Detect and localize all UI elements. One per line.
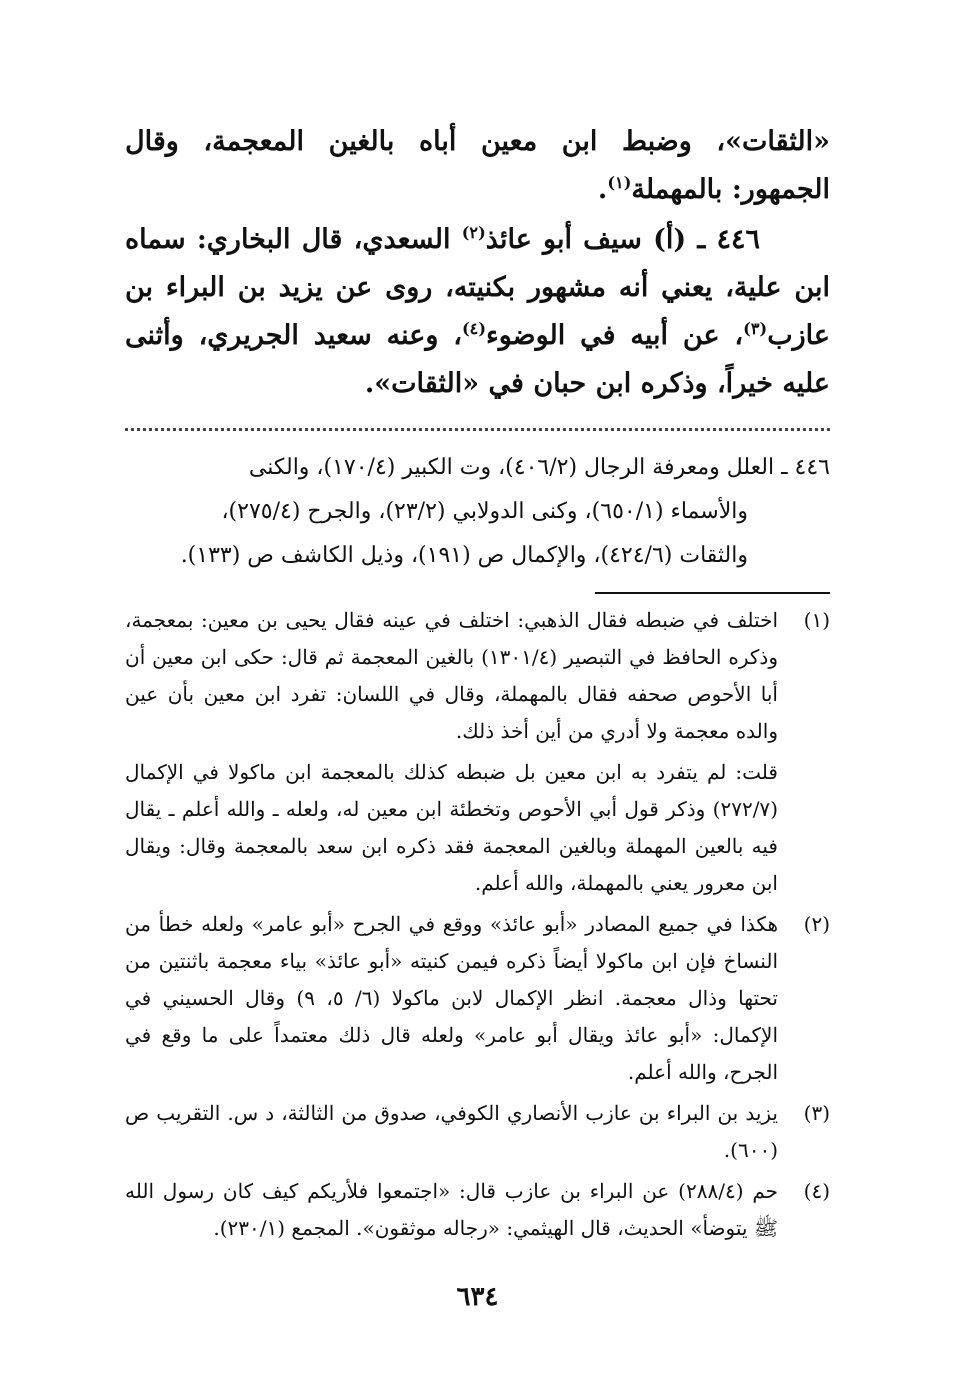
footnote-4 bbox=[125, 1173, 830, 1247]
footnote-3 bbox=[125, 1095, 830, 1169]
entry-446a bbox=[125, 216, 830, 408]
page-number: ٦٣٤ bbox=[456, 1282, 499, 1312]
footnote-rule bbox=[595, 592, 830, 594]
continuation-paragraph bbox=[125, 118, 830, 214]
footnote-paragraph: حم (٢٨٨/٤) عن البراء بن عازب قال: «اجتمعوا فلأريكم كيف كان رسول الله ﷺ يتوضأ» الحديث، قال الهيثمي: «رجاله موثقون». المجمع (٢٣٠/١). bbox=[125, 1179, 778, 1240]
footnote-ref-4[interactable]: (٤) bbox=[461, 319, 486, 338]
footnote-2 bbox=[125, 906, 830, 1091]
footnote-number: (٤) bbox=[803, 1179, 830, 1203]
footnote-paragraph: قلت: لم يتفرد به ابن معين بل ضبطه كذلك بالمعجمة ابن ماكولا في الإكمال (٢٧٢/٧) وذكر قول أبي الأحوص وتخطئة ابن معين له، ولعله ـ والله أعلم ـ يقال فيه بالعين المهملة وبالغين المعجمة فقد ذكره ابن سعد بالمعجمة وقال: ويقال ابن معرور يعني بالمهملة، والله أعلم. bbox=[125, 760, 778, 895]
footnote-1 bbox=[125, 602, 830, 902]
footnote-ref-2[interactable]: (٢) bbox=[461, 223, 486, 242]
footnote-ref-1[interactable]: (١) bbox=[607, 173, 632, 192]
main-text bbox=[125, 118, 830, 410]
footnote-number: (٢) bbox=[803, 912, 830, 936]
sources-line bbox=[125, 534, 830, 578]
footnote-paragraph: اختلف في ضبطه فقال الذهبي: اختلف في عينه فقال يحيى بن معين: بمعجمة، وذكره الحافظ في التبصير (١٣٠١/٤) بالغين المعجمة ثم قال: حكى ابن معين أن أبا الأحوص صحفه فقال بالمهملة، وقال في اللسان: تفرد ابن معين بأن عين والده معجمة ولا أدري من أين أخذ ذلك. bbox=[125, 608, 778, 743]
footnote-paragraph: هكذا في جميع المصادر «أبو عائذ» ووقع في الجرح «أبو عامر» ولعله خطأ من النساخ فإن ابن ماكولا أيضاً ذكره فيمن كنيته «أبو عائذ» بياء معجمة باثنتين من تحتها وذال معجمة. انظر الإكمال لابن ماكولا (٦/ ٥، ٩) وقال الحسيني في الإكمال: «أبو عائذ ويقال أبو عامر» ولعله قال ذلك معتمداً على ما وقع في الجرح، والله أعلم. bbox=[125, 912, 778, 1084]
footnotes bbox=[125, 602, 830, 1251]
entry-text: السعدي، قال البخاري: سماه ابن علية، يعني أنه مشهور بكنيته، روى عن يزيد بن البراء بن عازب bbox=[125, 224, 830, 351]
entry-text: ، عن أبيه في الوضوء bbox=[486, 320, 744, 351]
paragraph-end: . bbox=[597, 174, 608, 205]
entry-text: ، وعنه سعيد الجريري، وأثنى عليه خيراً، وذكره ابن حبان في «الثقات». bbox=[125, 320, 830, 399]
entry-heading: ٤٤٦ ـ (أ) سيف أبو عائذ bbox=[485, 224, 761, 255]
sources-block bbox=[125, 446, 830, 578]
sources-line-text: والثقات (٤٢٤/٦)، والإكمال ص (١٩١)، وذيل الكاشف ص (١٣٣). bbox=[180, 543, 748, 568]
footnote-number: (٣) bbox=[803, 1101, 830, 1125]
paragraph-text: «الثقات»، وضبط ابن معين أباه بالغين المعجمة، وقال الجمهور: بالمهملة bbox=[125, 126, 830, 205]
dotted-separator bbox=[125, 428, 830, 441]
footnote-paragraph: يزيد بن البراء بن عازب الأنصاري الكوفي، صدوق من الثالثة، د س. التقريب ص (٦٠٠). bbox=[125, 1101, 778, 1162]
sources-line bbox=[125, 490, 830, 534]
footnote-number: (١) bbox=[803, 608, 830, 632]
sources-line-text: والأسماء (٦٥٠/١)، وكنى الدولابي (٢٣/٢)، والجرح (٢٧٥/٤)، bbox=[221, 499, 748, 524]
footnote-ref-3[interactable]: (٣) bbox=[743, 319, 768, 338]
sources-line: ٤٤٦ ـ العلل ومعرفة الرجال (٤٠٦/٢)، وت الكبير (١٧٠/٤)، والكنى bbox=[248, 455, 830, 480]
